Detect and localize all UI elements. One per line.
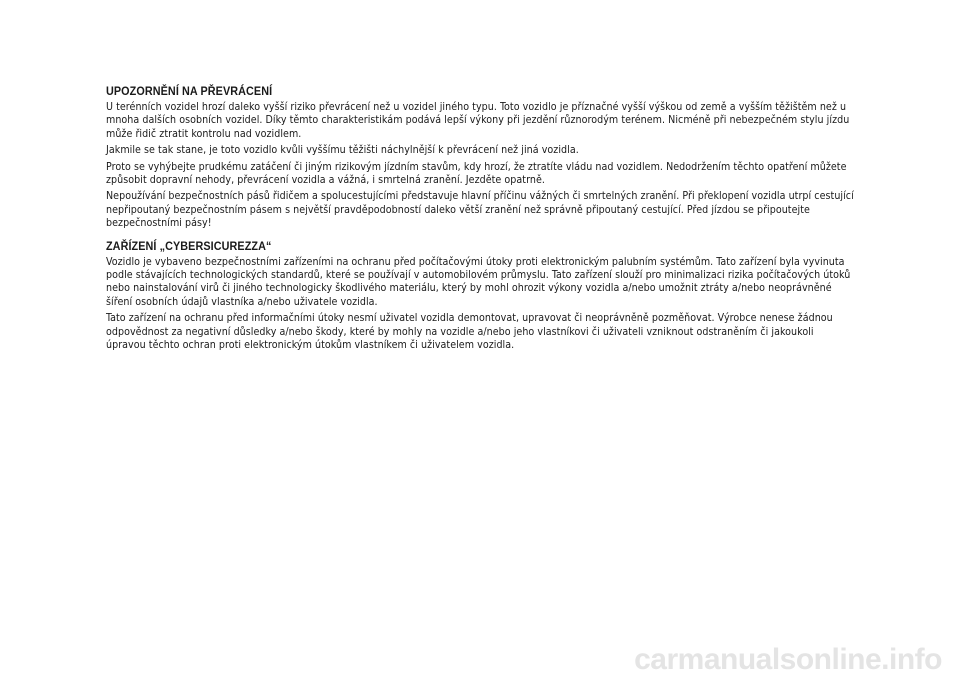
cybersecurity-paragraph-2: Tato zařízení na ochranu před informačními útoky nesmí uživatel vozidla demontovat, upravovat či neoprávněně pozměňovat. Výrobce nenese žádnou odpovědnost za negativní důsledky a/nebo škody, které by mohly na vozidle a/nebo jeho vlastníkovi či uživateli vzniknout odstraněním či jakoukoli úpravou těchto ochran proti elektronickým útokům vlastníkem či uživatelem vozidla. bbox=[106, 312, 833, 352]
manual-page-content bbox=[106, 84, 856, 356]
rollover-paragraph-3: Proto se vyhýbejte prudkému zatáčení či jiným rizikovým jízdním stavům, kdy hrozí, že ztratíte vládu nad vozidlem. Nedodržením těchto opatření můžete způsobit dopravní nehody, převrácení vozidla a vážná, i smrtelná zranění. Jezděte opatrně. bbox=[106, 160, 847, 187]
cybersecurity-paragraph-1: Vozidlo je vybaveno bezpečnostními zařízeními na ochranu před počítačovými útoky proti elektronickým palubním systémům. Tato zařízení byla vyvinuta podle stávajících technologických standardů, které se používají v automobilovém průmyslu. Tato zařízení slouží pro minimalizaci rizika počítačových útoků nebo nainstalování virů či jiného technologicky škodlivého materiálu, který by mohl ohrozit výkony vozidla a/nebo umožnit ztráty a/nebo neoprávněné šíření osobních údajů vlastníka a/nebo uživatele vozidla. bbox=[106, 255, 851, 308]
site-watermark: carmanualsonline.info bbox=[634, 643, 942, 676]
cybersecurity-section bbox=[106, 239, 856, 353]
rollover-warning-title: UPOZORNĚNÍ NA PŘEVRÁCENÍ bbox=[106, 84, 273, 98]
cybersecurity-title: ZAŘÍZENÍ „CYBERSICUREZZA“ bbox=[106, 238, 272, 253]
rollover-paragraph-4: Nepoužívání bezpečnostních pásů řidičem a spolucestujícími představuje hlavní příčinu vážných či smrtelných zranění. Při překlopení vozidla utrpí cestující nepřipoutaný bezpečnostním pásem s největší pravděpodobností daleko větší zranění než správně připoutaný cestující. Před jízdou se připoutejte bezpečnostními pásy! bbox=[106, 190, 854, 230]
rollover-warning-section bbox=[106, 84, 856, 231]
rollover-paragraph-1: U terénních vozidel hrozí daleko vyšší riziko převrácení než u vozidel jiného typu. Toto vozidlo je příznačné vyšší výškou od země a vyšším těžištěm než u mnoha dalších osobních vozidel. Díky těmto charakteristikám podává lepší výkony při jezdění různorodým terénem. Nicméně při nebezpečném stylu jízdu může řidič ztratit kontrolu nad vozidlem. bbox=[106, 101, 850, 140]
rollover-paragraph-2: Jakmile se tak stane, je toto vozidlo kvůli vyššímu těžišti náchylnější k převrácení než jiná vozidla. bbox=[106, 144, 579, 157]
